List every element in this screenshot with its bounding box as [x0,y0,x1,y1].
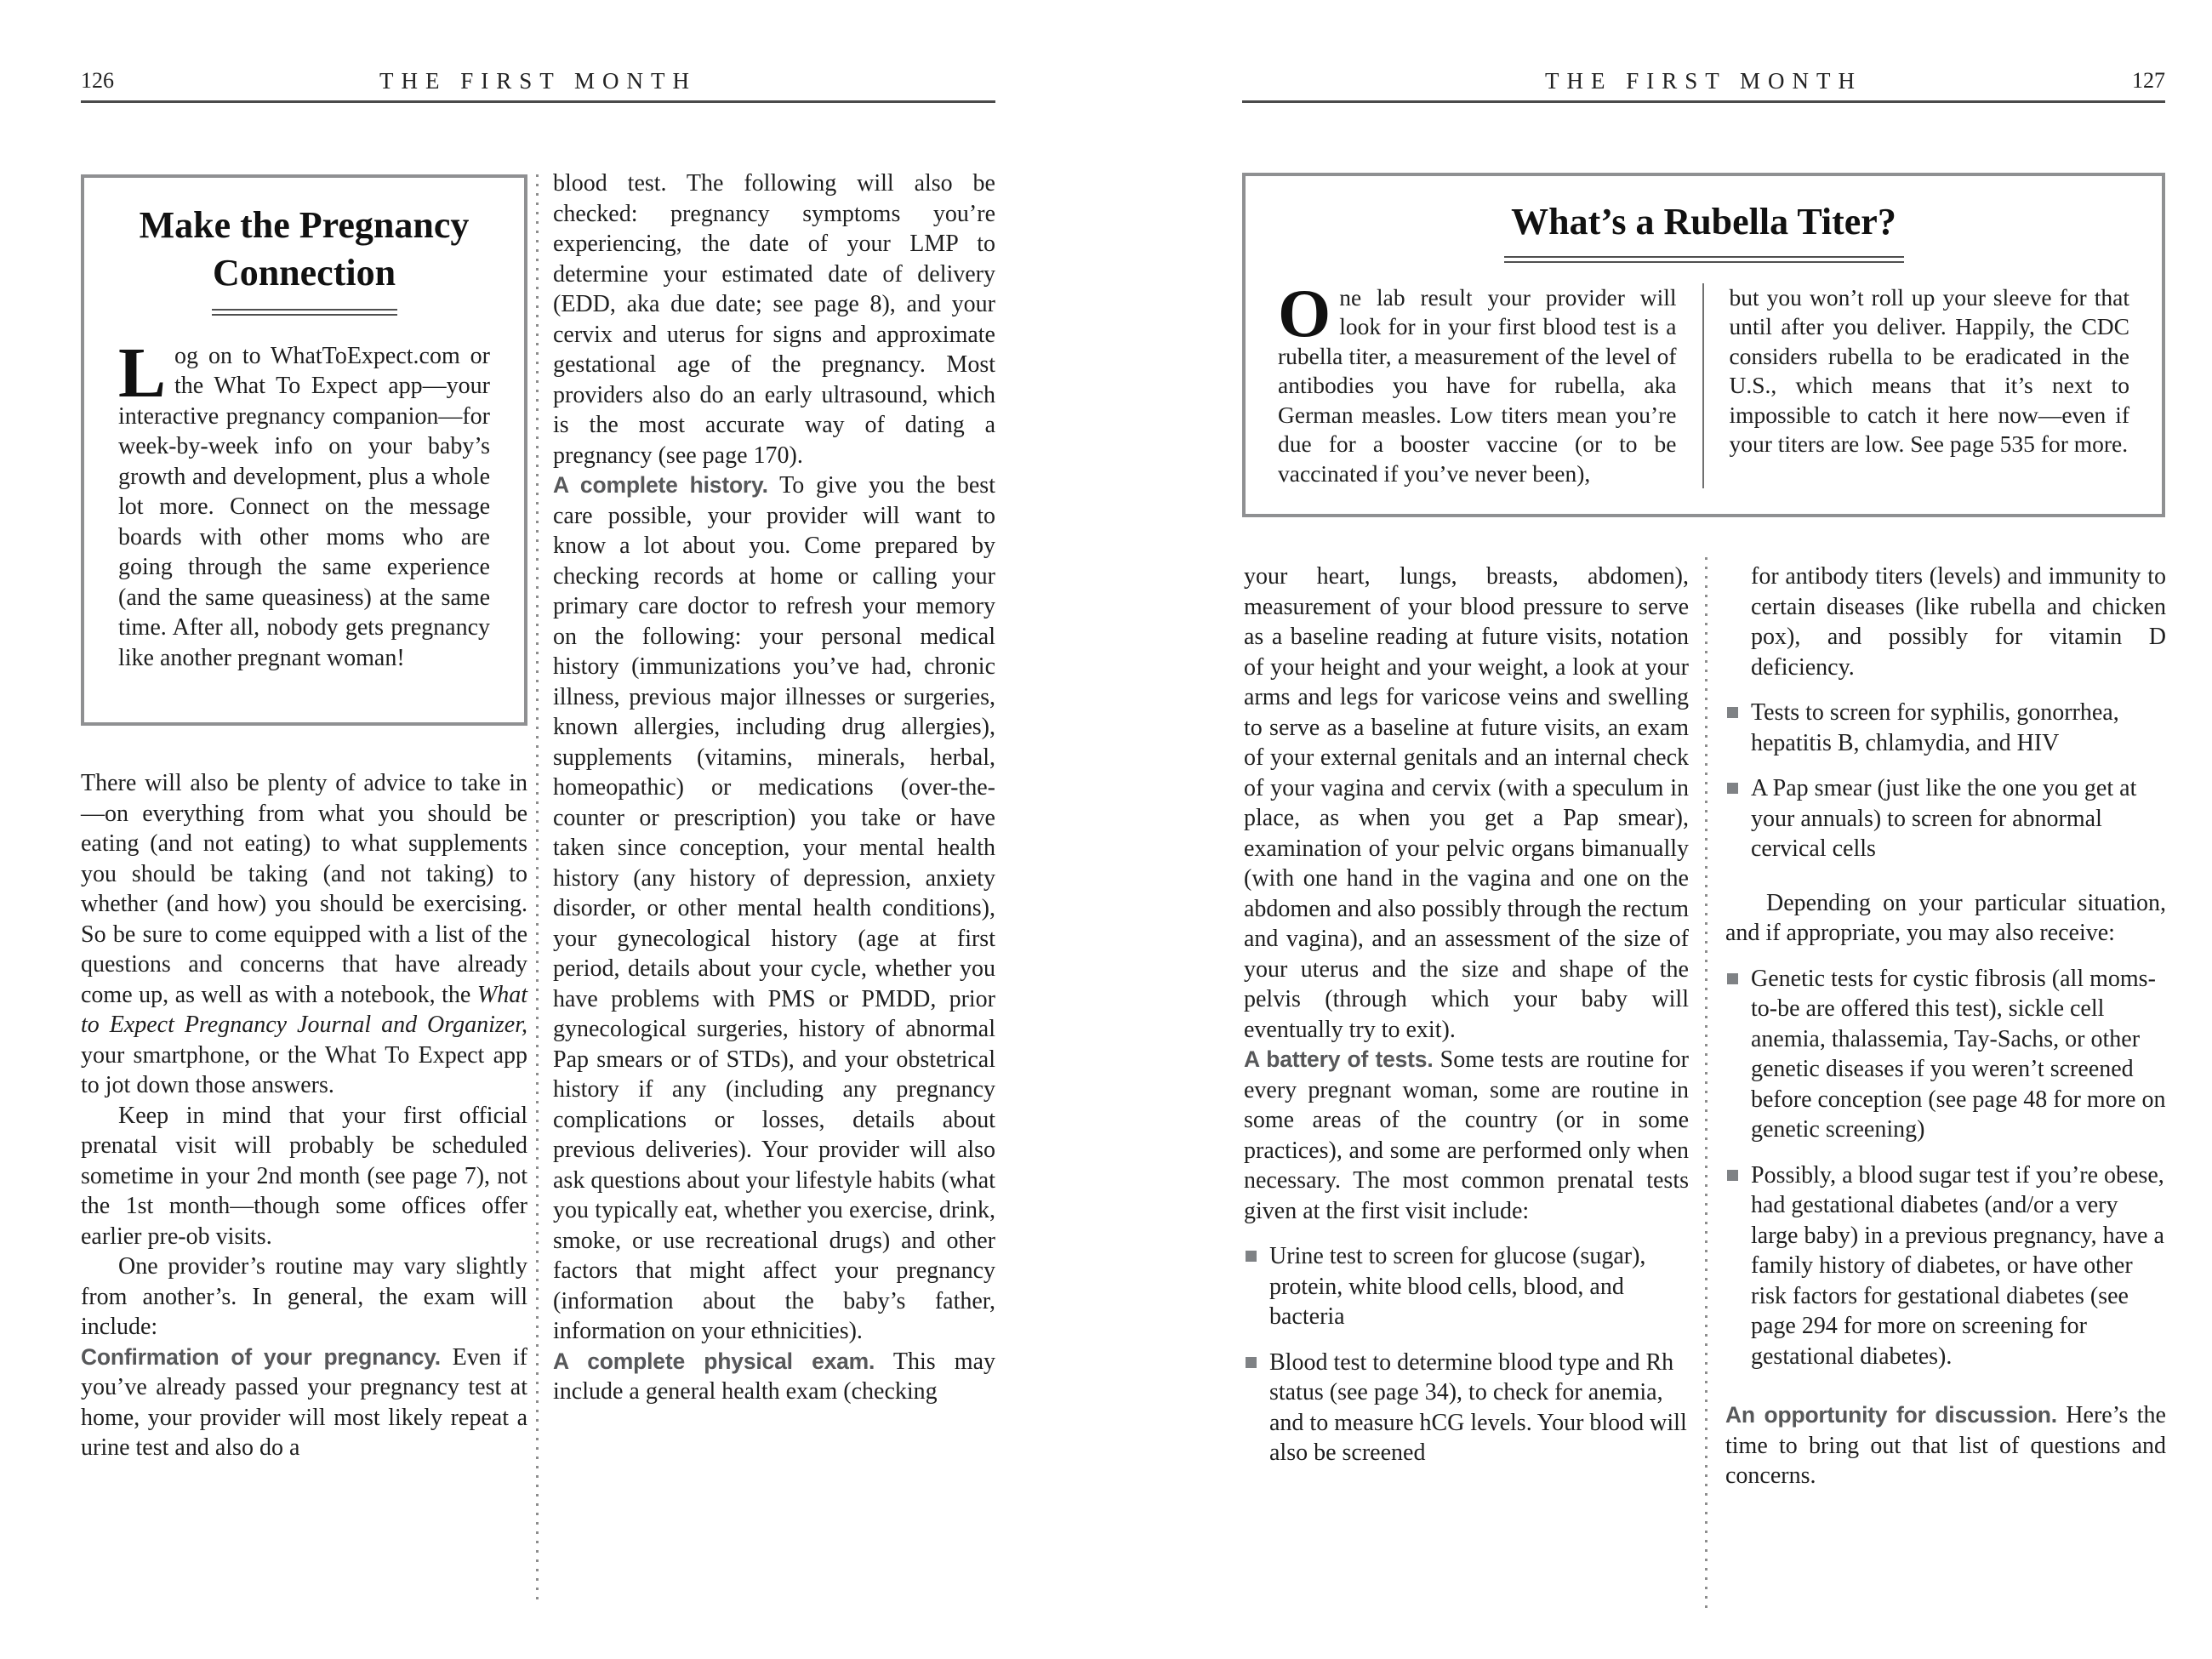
subhead-confirmation: Confirmation of your pregnancy. [81,1343,441,1370]
subhead-battery-of-tests: A battery of tests. [1244,1046,1434,1072]
first-visit-tests-list-continued [1725,698,2166,864]
left-page-header [81,61,995,103]
list-item-urine-test [1244,1241,1689,1332]
list-item-blood-test [1244,1348,1689,1468]
optional-tests-list [1725,964,2166,1372]
list-item-text: Possibly, a blood sugar test if you’re obese, had gestational diabetes (and/or a very large baby) in a previous pregnancy, have a family history of diabetes, or have other risk factors for gestational diabetes (see page 294 for more on screening for gestational diabetes). [1751,1161,2164,1370]
dropcap-letter: L [118,333,167,413]
paragraph-physical-exam [553,1347,995,1407]
subhead-complete-history: A complete history. [553,472,768,498]
rubella-box-columns [1278,276,2129,489]
paragraph-provider-routine: One provider’s routine may vary slightly from another’s. In general, the exam will include: [81,1253,527,1341]
paragraph-advice-tail: your smartphone, or the What To Expect app to jot down those answers. [81,1041,527,1099]
rubella-box-text-1: ne lab result your provider will look for in your first blood test is a rubella titer, a measurement of the level of antibodies you have for rubella, aka German measles. Low titers mean you’re due for a booster vaccine (or to be vaccinated if you’ve never been), [1278,283,1677,487]
left-page-number: 126 [81,68,114,93]
pregnancy-connection-box [81,174,527,726]
list-item-text: A Pap smear (just like the one you get at your annuals) to screen for abnormal cervical cells [1751,775,2137,862]
journal-title-italic: What to Expect Pregnancy Journal and Organizer, [81,981,527,1039]
paragraph-depending: Depending on your particular situation, and if appropriate, you may also receive: [1725,889,2166,946]
right-page-number: 127 [2132,68,2165,93]
list-item-genetic-tests [1725,964,2166,1145]
list-item-text: Blood test to determine blood type and Rh status (see page 34), to check for anemia, and to measure hCG levels. Your blood will also be screened [1269,1348,1687,1466]
first-visit-tests-list [1244,1241,1689,1468]
paragraph-opportunity-discussion-text: Here’s the time to bring out that list of questions and concerns. [1725,1402,2166,1489]
title-double-rule [212,309,397,316]
right-page-header [1242,61,2165,103]
rubella-box-title: What’s a Rubella Titer? [1511,201,1896,242]
rubella-box-column-2 [1704,283,2130,489]
right-column-2 [1725,562,2166,1491]
paragraph-blood-screen-continuation: for antibody titers (levels) and immunity to certain diseases (like rubella and chicken pox), and possibly for vitamin D deficiency. [1751,563,2166,681]
paragraph-physical-exam-text: This may include a general health exam (checking [553,1348,995,1405]
connection-box-text: og on to WhatToExpect.com or the What To Expect app—your interactive pregnancy companion—for week-by-week info on your baby’s growth and development, plus a whole lot more. Connect on the message boards with other moms who are going through the same experience (and the same queasiness) at the same time. After all, nobody gets pregnancy like another pregnant woman! [118,342,490,671]
left-running-title: THE FIRST MONTH [379,68,698,94]
paragraph-confirmation [81,1343,527,1463]
left-column-2 [553,168,995,1407]
left-column-divider [536,174,539,1604]
bullet-square-icon [1727,707,1738,718]
list-item-pap-smear [1725,773,2166,864]
connection-box-body [118,333,490,674]
list-item-blood-sugar-test [1725,1160,2166,1372]
list-item-text: Genetic tests for cystic fibrosis (all moms-to-be are offered this test), sickle cell anemia, thalassemia, Tay-Sachs, or other genetic diseases if you weren’t screened before conception (see page 48 for more on genetic screening) [1751,965,2166,1143]
paragraph-battery-of-tests-text: Some tests are routine for every pregnant woman, some are routine in some areas of the country (or in some practices), and some are performed only when necessary. The most common prenatal tests given at the first visit include: [1244,1046,1689,1224]
left-column-1 [81,174,527,1463]
connection-box-title: Make the Pregnancy Connection [139,204,470,294]
paragraph-complete-history [553,470,995,1347]
paragraph-complete-history-text: To give you the best care possible, your provider will want to know a lot about you. Come prepared by checking records at home or calling your primary care doctor to refresh your memory on the following: your personal medical history (immunizations you’ve had, chronic illness, previous major illnesses or surgeries, known allergies, including drug allergies), supplements (vitamins, minerals, herbal, homeopathic) or medications (over-the-counter or prescription) you take or have taken since conception, your mental health history (any history of depression, anxiety disorder, or other mental health conditions), your gynecological history (age at first period, details about your cycle, whether you have problems with PMS or PMDD, prior gynecological surgeries, history of abnormal Pap smears or of STDs), and your obstetrical history if any (including any pregnancy complications or losses, details about previous deliveries). Your provider will also ask questions about your lifestyle habits (what you typically eat, whether you exercise, drink, smoke, or use recreational drugs) and other factors that might affect your pregnancy (information about the baby’s father, information on your ethnicities). [553,472,995,1344]
list-item-text: Tests to screen for syphilis, gonorrhea, hepatitis B, chlamydia, and HIV [1751,699,2119,756]
bullet-square-icon [1727,1170,1738,1181]
right-running-title: THE FIRST MONTH [1544,68,1863,94]
paragraph-opportunity-discussion [1725,1400,2166,1491]
bullet-square-icon [1246,1251,1257,1262]
paragraph-exam-details: your heart, lungs, breasts, abdomen), measurement of your blood pressure to serve as a baseline reading at future visits, notation of your height and your weight, a look at your arms and legs for varicose veins and swelling to serve as a baseline at future visits, an exam of your external genitals and an internal check of your vagina and cervix (with a speculum in place, as when you get a Pap smear), examination of your pelvic organs bimanually (with one hand in the vagina and one on the abdomen and also possibly through the rectum and vagina), and an assessment of the size of your uterus and the size and shape of the pelvis (through which your baby will eventually try to exit). [1244,563,1689,1043]
rubella-titer-box [1242,173,2165,517]
subhead-opportunity-discussion: An opportunity for discussion. [1725,1402,2057,1428]
rubella-dropcap-letter: O [1278,276,1331,351]
paragraph-battery-of-tests [1244,1045,1689,1226]
rubella-title-double-rule [1504,256,1904,263]
paragraph-advice [81,768,527,1101]
bullet-square-icon [1727,973,1738,984]
bullet-square-icon [1727,783,1738,794]
paragraph-blood-test: blood test. The following will also be checked: pregnancy symptoms you’re experiencing, the date of your LMP to determine your estimated date of delivery (EDD, aka due date; see page 8), and your cervix and uterus for signs and approximate gestational age of the pregnancy. Most providers also do an early ultrasound, which is the most accurate way of dating a pregnancy (see page 170). [553,170,995,469]
rubella-box-text-2: but you won’t roll up your sleeve for that until after you deliver. Happily, the CDC considers rubella to be eradicated in the U.S., which means that it’s next to impossible to catch it here now—even if your titers are low. See page 535 for more. [1729,283,2129,458]
right-column-1 [1244,562,1689,1468]
list-item-std-tests [1725,698,2166,758]
rubella-box-column-1 [1278,276,1704,489]
right-column-divider [1705,557,1707,1612]
list-item-text: Urine test to screen for glucose (sugar), protein, white blood cells, blood, and bacteria [1269,1243,1646,1330]
paragraph-keep-in-mind: Keep in mind that your first official prenatal visit will probably be scheduled sometime in your 2nd month (see page 7), not the 1st month—though some offices offer earlier pre-ob visits. [81,1102,527,1250]
subhead-physical-exam: A complete physical exam. [553,1348,875,1374]
paragraph-advice-text: There will also be plenty of advice to take in—on everything from what you should be eating (and not eating) to what supplements you should be taking (and not taking) to whether (and how) you should be exercising. So be sure to come equipped with a list of the questions and concerns that have already come up, as well as with a notebook, the [81,770,527,1008]
paragraph-confirmation-text: Even if you’ve already passed your pregnancy test at home, your provider will most likely repeat a urine test and also do a [81,1343,527,1462]
bullet-square-icon [1246,1357,1257,1368]
